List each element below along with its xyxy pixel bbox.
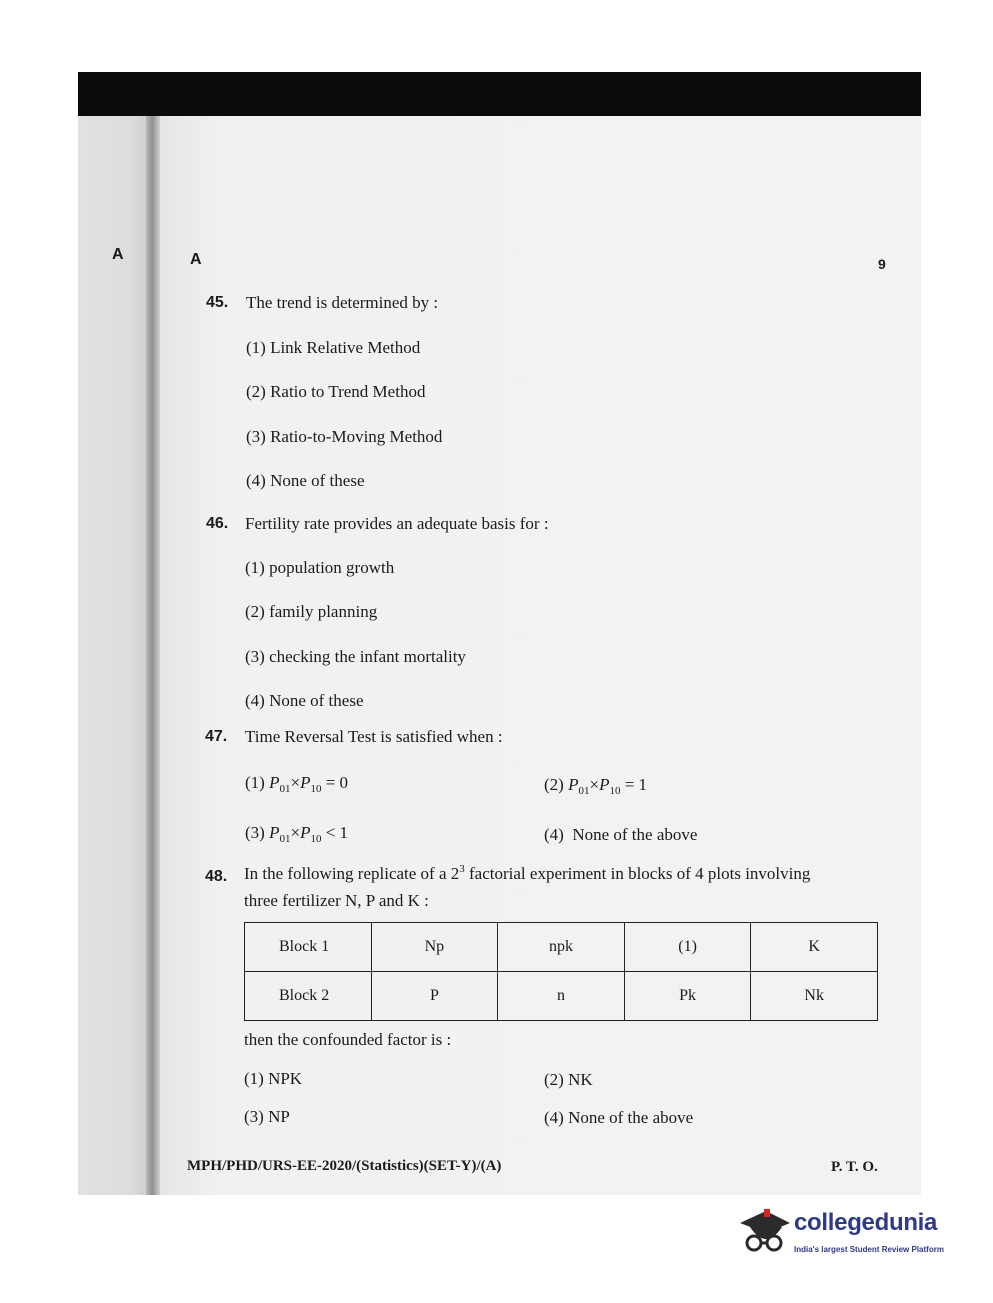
- option-3: (3) $P_{01}\times P_{10} < 1$: [245, 823, 349, 845]
- option-4: (4) None of the above: [544, 825, 698, 844]
- option: (3) Ratio-to-Moving Method: [246, 427, 443, 446]
- book-gutter: [146, 116, 160, 1195]
- option: (4) None of these: [246, 471, 365, 490]
- option: (4) None of the above: [544, 1108, 694, 1127]
- table-cell: Block 1: [245, 923, 372, 972]
- collegedunia-watermark: [736, 1203, 966, 1263]
- table-cell: Nk: [751, 972, 878, 1021]
- table-row: [245, 923, 878, 972]
- option: (3) NP: [244, 1107, 290, 1126]
- option: (2) family planning: [245, 602, 378, 621]
- option-1: (1) $P_{01}\times P_{10} = 0$: [245, 773, 349, 795]
- followup-text: then the confounded factor is :: [244, 1030, 452, 1049]
- table-cell: n: [498, 972, 625, 1021]
- table-cell: Np: [371, 923, 498, 972]
- brand-tagline: India's largest Student Review Platform: [794, 1245, 944, 1254]
- table-cell: Pk: [624, 972, 751, 1021]
- table-row: [245, 972, 878, 1021]
- question-number: 46.: [206, 515, 229, 532]
- section-letter: A: [190, 251, 202, 268]
- page-number: 9: [878, 256, 886, 272]
- table-cell: P: [371, 972, 498, 1021]
- table-cell: K: [751, 923, 878, 972]
- exam-code: MPH/PHD/URS-EE-2020/(Statistics)(SET-Y)/(A): [187, 1158, 502, 1174]
- option: (1) Link Relative Method: [246, 338, 421, 357]
- question-number: 47.: [205, 728, 228, 745]
- table-cell: (1): [624, 923, 751, 972]
- table-cell: npk: [498, 923, 625, 972]
- question-text-line2: three fertilizer N, P and K :: [244, 891, 429, 910]
- option: (4) None of these: [245, 691, 364, 710]
- option: (2) NK: [544, 1070, 593, 1089]
- question-text: Fertility rate provides an adequate basis for :: [245, 514, 549, 533]
- block-table: [244, 922, 878, 1021]
- option: (2) Ratio to Trend Method: [246, 382, 426, 401]
- question-text: Time Reversal Test is satisfied when :: [245, 727, 503, 746]
- option-2: (2) $P_{01}\times P_{10} = 1$: [544, 775, 648, 797]
- option: (1) NPK: [244, 1069, 303, 1088]
- option: (1) population growth: [245, 558, 395, 577]
- option: (3) checking the infant mortality: [245, 647, 466, 666]
- scan-top-border: [78, 72, 921, 116]
- left-page-letter: A: [112, 246, 124, 263]
- page-turn-note: P. T. O.: [831, 1159, 878, 1175]
- graduate-icon: [736, 1203, 792, 1259]
- question-number: 48.: [205, 868, 228, 885]
- question-text: In the following replicate of a $2^3$ factorial experiment in blocks of 4 plots involving: [244, 863, 811, 883]
- question-number: 45.: [206, 294, 229, 311]
- question-text: The trend is determined by :: [246, 293, 439, 312]
- brand-name: collegedunia: [794, 1209, 938, 1236]
- left-page-margin: [78, 116, 156, 1195]
- scanned-page: [78, 72, 921, 1195]
- table-cell: Block 2: [245, 972, 372, 1021]
